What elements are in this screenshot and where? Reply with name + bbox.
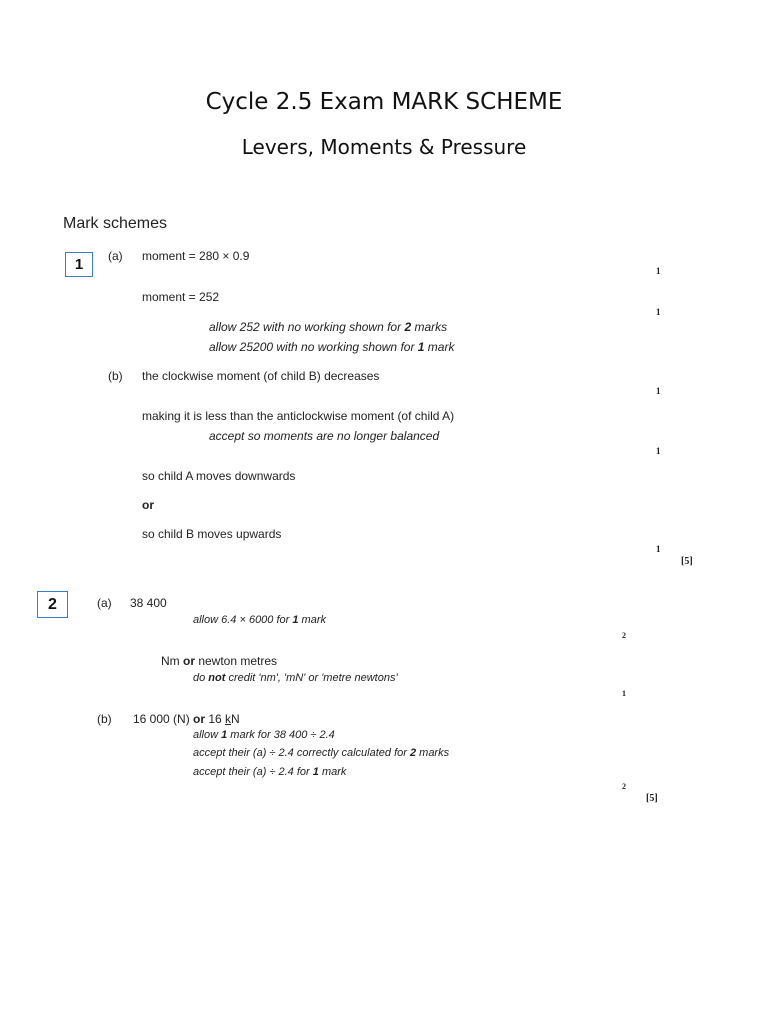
answer-line: moment = 280 × 0.9 xyxy=(142,249,250,263)
page-title: Cycle 2.5 Exam MARK SCHEME xyxy=(205,89,563,115)
mark-value: 1 xyxy=(656,446,661,456)
answer-line: 16 000 (N) or 16 kN xyxy=(133,712,240,726)
answer-line: 38 400 xyxy=(130,596,167,610)
answer-line: making it is less than the anticlockwise moment (of child A) xyxy=(142,409,455,423)
guidance-note: allow 6.4 × 6000 for 1 mark xyxy=(193,614,326,626)
mark-value: 1 xyxy=(656,266,661,276)
part-label: (b) xyxy=(108,369,123,383)
part-label: (a) xyxy=(108,249,123,263)
guidance-note: allow 252 with no working shown for 2 marks xyxy=(209,320,448,334)
answer-line: moment = 252 xyxy=(142,290,220,304)
or-connector: or xyxy=(142,498,154,512)
mark-schemes-heading: Mark schemes xyxy=(63,215,168,232)
guidance-note: accept so moments are no longer balanced xyxy=(209,429,440,443)
guidance-note: allow 25200 with no working shown for 1 mark xyxy=(209,340,455,354)
page-subtitle: Levers, Moments & Pressure xyxy=(241,135,527,159)
part-label: (b) xyxy=(97,712,112,726)
mark-value: 2 xyxy=(622,631,626,640)
mark-value: 2 xyxy=(622,782,626,791)
guidance-note: allow 1 mark for 38 400 ÷ 2.4 xyxy=(193,729,335,741)
answer-line: so child A moves downwards xyxy=(142,469,296,483)
guidance-note: accept their (a) ÷ 2.4 for 1 mark xyxy=(193,766,347,778)
mark-value: 1 xyxy=(622,689,626,698)
question-total: [5] xyxy=(646,793,658,804)
question-number-box: 1 xyxy=(65,252,93,277)
guidance-note: do not credit 'nm', 'mN' or 'metre newtons' xyxy=(193,672,398,684)
mark-value: 1 xyxy=(656,307,661,317)
mark-value: 1 xyxy=(656,544,661,554)
mark-value: 1 xyxy=(656,386,661,396)
part-label: (a) xyxy=(97,596,112,610)
question-number-box: 2 xyxy=(37,591,68,618)
question-total: [5] xyxy=(681,556,693,567)
guidance-note: accept their (a) ÷ 2.4 correctly calculated for 2 marks xyxy=(193,747,450,759)
answer-line: the clockwise moment (of child B) decreases xyxy=(142,369,380,383)
answer-line: Nm or newton metres xyxy=(161,654,278,668)
answer-line: so child B moves upwards xyxy=(142,527,282,541)
